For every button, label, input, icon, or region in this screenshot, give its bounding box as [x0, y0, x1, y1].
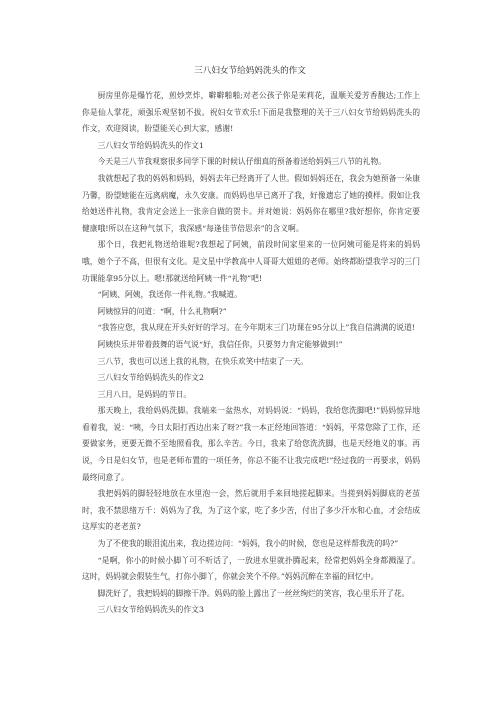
body-paragraph: “阿姨、阿姨，我送你一件礼物。”我喊道。 [97, 290, 243, 300]
body-paragraph: 那天晚上，我给妈妈洗脚。我端来一盆热水，对妈妈说：“妈妈，我给您洗脚吧!”妈妈惊异地看着我，说：“咦，今日太阳打西边出来了呀?”我一本正经地回答道：“妈妈，平常您除了工作，还要做家务，更要无微不至地照看我，那么辛苦。今日，我来了给您洗洗脚，也是天经地义的事。再说，今日是妇女节，也是老师布置的一项任务，你总不能不让我完成吧!”经过我的一再要求，妈妈最终同意了。 [82, 406, 420, 482]
section-heading-2: 三八妇女节给妈妈洗头的作文2 [97, 373, 204, 383]
body-paragraph: 三八节，我也可以送上我的礼物，在快乐欢笑中结束了一天。 [97, 356, 309, 366]
body-paragraph: “我答应您，我从现在开头好好的学习。在今年期末三门功课在95分以上”我自信满满的说道! [97, 323, 415, 333]
body-paragraph: 今天是三八节我观察很多同学下课的时候认仔细真的预备着送给妈妈三八节的礼物。 [97, 157, 387, 167]
body-paragraph: 我把妈妈的脚轻轻地放在水里泡一会，然后就用手来回地搓起脚来。当搓到妈妈脚底的老茧时，我不禁思绪万千：妈妈为了我，为了这个家，吃了多少苦，付出了多少汗水和心血，才会结成这厚实的老老茧? [82, 489, 420, 532]
document-title: 三八妇女节给妈妈洗头的作文 [194, 66, 306, 76]
body-paragraph: 阿姨惊异的问道：“啊，什么礼物啊?” [97, 306, 227, 316]
section-heading-3: 三八妇女节给妈妈洗头的作文3 [97, 605, 204, 615]
body-paragraph: 那个日，我把礼物送给谁呢?我想起了阿姨，前段时间家里来的一位阿姨可能是将来的妈妈哦，她个子不高，但很有文化。是文星中学教高中人哥哥大姐姐的老师。始终都盼望我学习的三门功课能拿95分以上。嗯!那就送给阿姨一件“礼物”吧! [82, 240, 420, 283]
body-paragraph: 三月八日，是妈妈的节日。 [97, 389, 192, 399]
body-paragraph: 脚洗好了，我把妈妈的脚擦干净。妈妈的脸上露出了一丝丝绚烂的笑容，我心里乐开了花。 [97, 588, 410, 598]
document-body [82, 88, 420, 619]
body-paragraph: 我就想起了我的妈妈和妈妈，妈妈去年已经离开了人世。假如妈妈还在，我会为她预备一朵康乃馨，盼望她能在远离病魔，永久安康。而妈妈也早已离开了我，好像遗忘了她的摸样。假如让我给她送件礼物，我肯定会送上一张亲自做的贺卡。并对她说：妈妈你在哪里?我好想你，你肯定要健康哦!所以在这种气氛下，我深感“每逢佳节倍思亲”的含义啊。 [82, 173, 420, 233]
intro-paragraph: 厨房里你是爆竹花，煎炒烹炸，噼噼啪啪;对老公孩子你是茉莉花，温顺关爱芳香馥达;工作上你是仙人掌花，顽强乐观坚韧不拔。祝妇女节欢乐!下面是我整理的关于三八妇女节给妈妈洗头的作文，欢迎阅读，盼望能关心到大家，感谢! [82, 91, 420, 134]
body-paragraph: “是啊，你小的时候小脚丫可不听话了，一放进水里就扑腾起来，经常把妈妈全身都溅湿了。这时，妈妈就会假装生气，打你小脚丫，你就会笑个不停。”妈妈沉醉在幸福的回忆中。 [82, 555, 420, 582]
section-heading-1: 三八妇女节给妈妈洗头的作文1 [97, 140, 204, 150]
body-paragraph: 阿姨快乐并带着鼓舞的语气说“好，我信任你，只要努力肯定能够做到!” [97, 339, 343, 349]
body-paragraph: 为了不使我的眼泪流出来，我边搓边问：“妈妈，我小的时候，您也是这样帮我洗的吗?” [97, 539, 399, 549]
